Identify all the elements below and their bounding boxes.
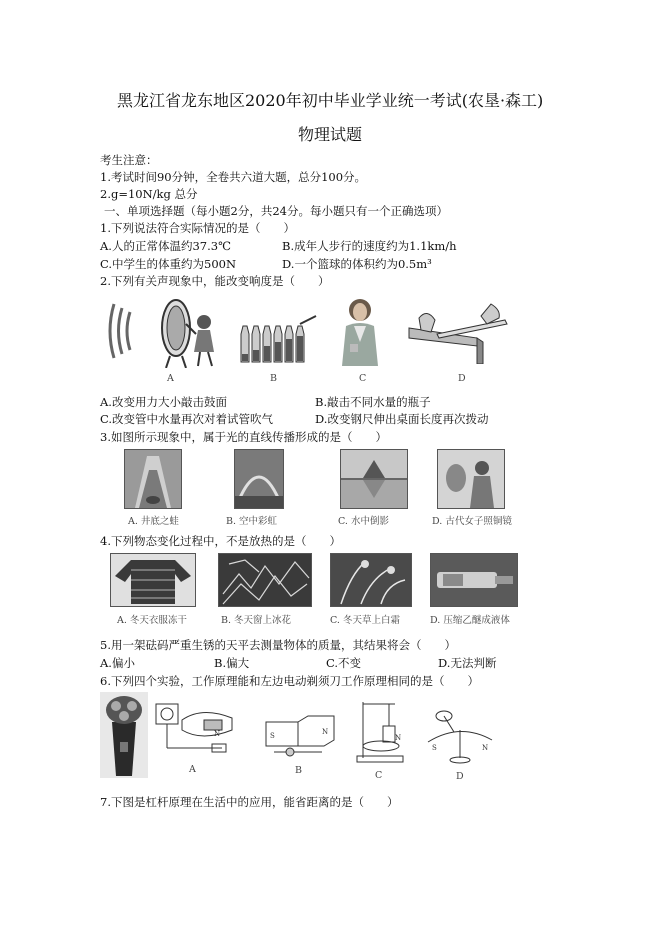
q3-photo-c-reflection (340, 449, 408, 509)
q2-figure-a-drum (104, 294, 230, 368)
q2-figure-c-girl (338, 294, 384, 366)
q3-caption-c: C. 水中倒影 (338, 516, 389, 527)
q6-stem: 6.下列四个实验，工作原理能和左边电动剃须刀工作原理相同的是（ ） (100, 674, 479, 688)
q1-option-a: A.人的正常体温约37.3℃ (100, 239, 231, 253)
q2-stem: 2.下列有关声现象中，能改变响度是（ ） (100, 274, 330, 288)
q1-option-c: C.中学生的体重约为500N (100, 257, 237, 271)
q4-caption-d: D. 压缩乙醚成液体 (430, 615, 510, 626)
q3-photo-a-well-frog (124, 449, 182, 509)
svg-text:N: N (322, 728, 329, 736)
q3-caption-d: D. 古代女子照铜镜 (432, 516, 512, 527)
q4-stem: 4.下列物态变化过程中，不是放热的是（ ） (100, 534, 341, 548)
q6-photo-shaver (100, 692, 148, 778)
q5-stem: 5.用一架砝码严重生锈的天平去测量物体的质量，其结果将会（ ） (100, 638, 456, 652)
q3-stem: 3.如图所示现象中，属于光的直线传播形成的是（ ） (100, 430, 387, 444)
q2-option-a: A.改变用力大小敲击鼓面 (100, 395, 227, 409)
q1-stem: 1.下列说法符合实际情况的是（ ） (100, 221, 295, 235)
q5-option-c: C.不变 (326, 656, 362, 670)
q4-caption-b: B. 冬天窗上冰花 (221, 615, 292, 626)
q6-label-d: D (456, 771, 464, 782)
q4-photo-b-ice-flowers (218, 553, 312, 607)
q2-option-b: B.敲击不同水量的瓶子 (315, 395, 431, 409)
q2-figure-d-ruler (407, 298, 513, 364)
q4-caption-a: A. 冬天衣服冻干 (117, 615, 187, 626)
svg-text:S: S (432, 744, 437, 752)
q3-photo-b-rainbow (234, 449, 284, 509)
q1-option-d: D.一个篮球的体积约为0.5m³ (282, 257, 432, 271)
q5-option-b: B.偏大 (214, 656, 250, 670)
q2-figure-b-bottles (238, 314, 318, 364)
q6-label-c: C (375, 770, 383, 781)
svg-text:S: S (270, 732, 275, 740)
svg-text:N: N (482, 744, 489, 752)
q5-option-a: A.偏小 (100, 656, 135, 670)
q4-caption-c: C. 冬天草上白霜 (330, 615, 400, 626)
q6-diagram-b (262, 712, 338, 760)
q7-stem: 7.下图是杠杆原理在生活中的应用，能省距离的是（ ） (100, 795, 399, 809)
q2-option-d: D.改变钢尺伸出桌面长度再次拨动 (315, 412, 489, 426)
q6-diagram-a (152, 700, 244, 758)
section-heading: 一、单项选择题（每小题2分，共24分。每小题只有一个正确选项） (104, 204, 448, 218)
q2-label-c: C (359, 373, 367, 384)
svg-text:N: N (214, 730, 221, 738)
q6-label-b: B (295, 765, 302, 776)
notice-line-2: 2.g=10N/kg 总分 (100, 187, 198, 201)
exam-subtitle: 物理试题 (298, 125, 363, 144)
notice-line-1: 1.考试时间90分钟，全卷共六道大题，总分100分。 (100, 170, 367, 184)
q2-label-b: B (270, 373, 277, 384)
q3-caption-a: A. 井底之蛙 (128, 516, 179, 527)
q2-option-c: C.改变管中水量再次对着试管吹气 (100, 412, 274, 426)
q2-label-a: A (167, 373, 174, 384)
svg-text:N: N (395, 734, 402, 742)
q3-photo-d-bronze-mirror (437, 449, 505, 509)
q4-photo-c-frost (330, 553, 412, 607)
exam-title: 黑龙江省龙东地区2020年初中毕业学业统一考试(农垦·森工) (117, 91, 544, 110)
q4-photo-d-compress-ether (430, 553, 518, 607)
q1-option-b: B.成年人步行的速度约为1.1km/h (282, 239, 457, 253)
q5-option-d: D.无法判断 (438, 656, 497, 670)
q6-diagram-c (355, 698, 407, 764)
q6-label-a: A (189, 764, 196, 775)
q2-label-d: D (458, 373, 466, 384)
q4-photo-a-clothes (110, 553, 196, 607)
q3-caption-b: B. 空中彩虹 (226, 516, 278, 527)
q6-diagram-d (424, 704, 496, 766)
notice-heading: 考生注意： (100, 153, 158, 167)
